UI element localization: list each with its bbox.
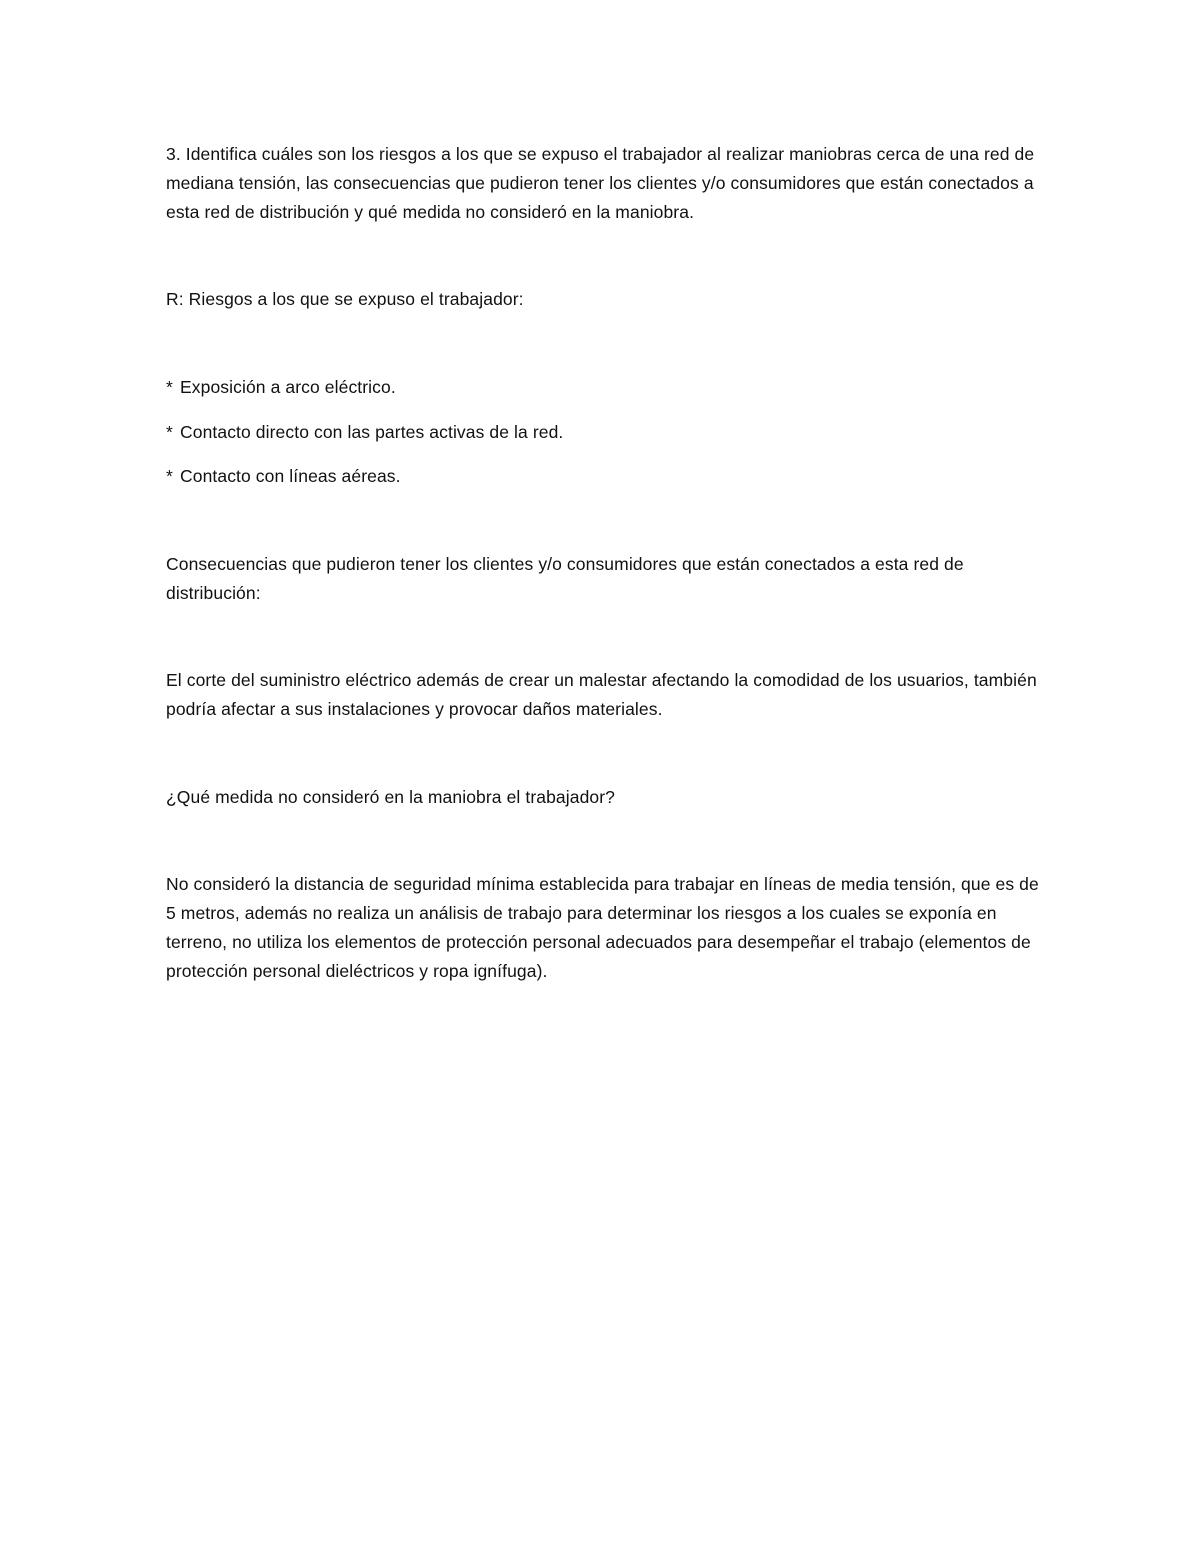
risk-list-item bbox=[166, 418, 1046, 447]
question-paragraph: 3. Identifica cuáles son los riesgos a los que se expuso el trabajador al realizar maniobras cerca de una red de mediana tensión, las consecuencias que pudieron tener los clientes y/o consumidores que están conectados a esta red de distribución y qué medida no consideró en la maniobra. bbox=[166, 144, 1035, 222]
risk-text: Contacto directo con las partes activas de la red. bbox=[180, 422, 564, 442]
consequences-paragraph: El corte del suministro eléctrico además de crear un malestar afectando la comodidad de los usuarios, también podría afectar a sus instalaciones y provocar daños materiales. bbox=[166, 670, 1037, 719]
risk-list-item bbox=[166, 462, 1046, 491]
risk-text: Contacto con líneas aéreas. bbox=[180, 466, 401, 486]
consequences-heading: Consecuencias que pudieron tener los clientes y/o consumidores que están conectados a esta red de distribución: bbox=[166, 554, 964, 603]
risk-text: Exposición a arco eléctrico. bbox=[180, 377, 396, 397]
measure-paragraph: No consideró la distancia de seguridad mínima establecida para trabajar en líneas de media tensión, que es de 5 metros, además no realiza un análisis de trabajo para determinar los riesgos a los cuales se exponía en terreno, no utiliza los elementos de protección personal adecuados para desempeñar el trabajo (elementos de protección personal dieléctricos y ropa ignífuga). bbox=[166, 874, 1039, 981]
bullet-marker: * bbox=[166, 466, 173, 486]
answer-intro: R: Riesgos a los que se expuso el trabajador: bbox=[166, 289, 524, 309]
measure-question: ¿Qué medida no consideró en la maniobra el trabajador? bbox=[166, 787, 616, 807]
risk-list-item bbox=[166, 373, 1046, 402]
bullet-marker: * bbox=[166, 422, 173, 442]
bullet-marker: * bbox=[166, 377, 173, 397]
